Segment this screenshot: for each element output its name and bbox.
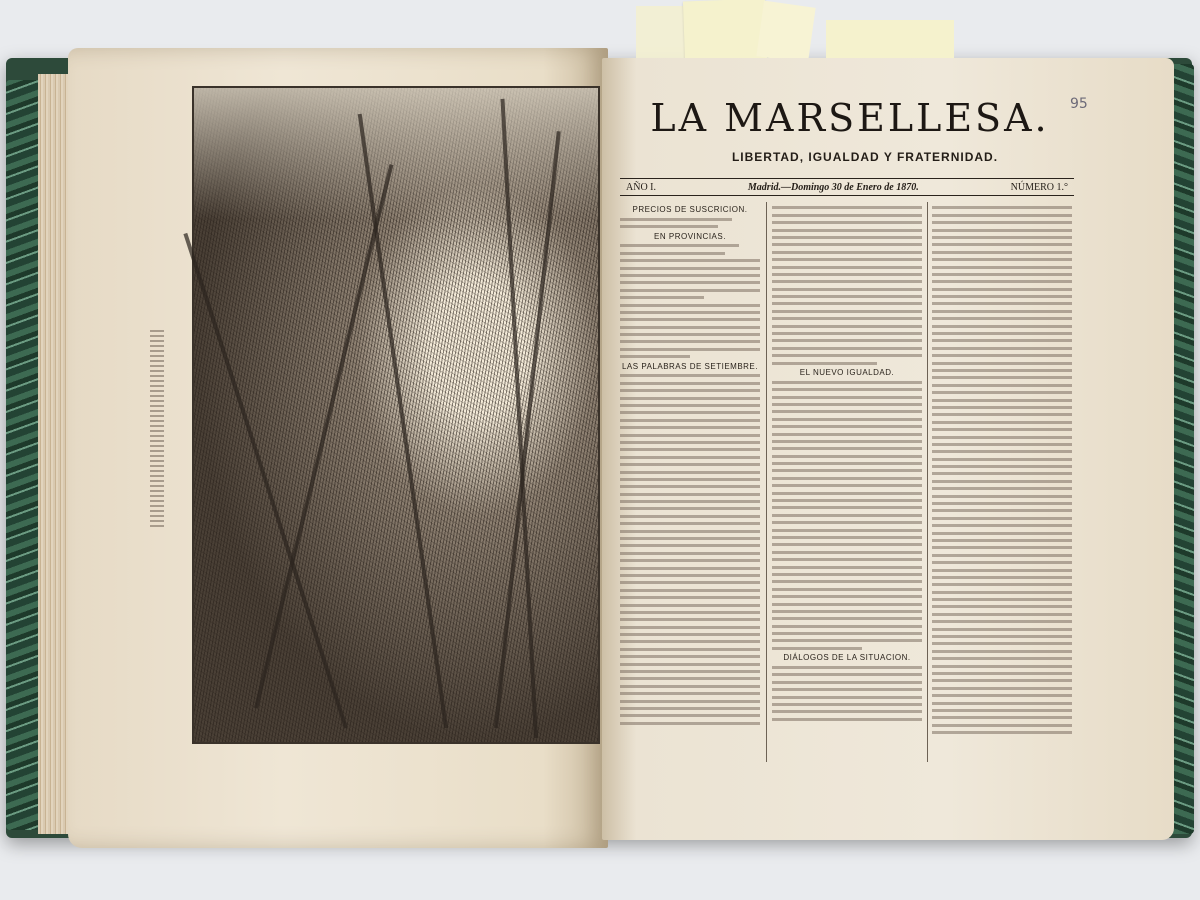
text-line xyxy=(620,244,739,247)
text-line xyxy=(620,574,760,577)
text-line xyxy=(772,718,922,721)
text-line xyxy=(772,396,922,399)
text-line xyxy=(620,304,760,307)
column-rule xyxy=(766,202,767,762)
text-line xyxy=(932,546,1072,549)
text-line xyxy=(932,591,1072,594)
dateline xyxy=(620,178,1074,196)
text-line xyxy=(772,543,922,546)
text-line xyxy=(620,389,760,392)
text-line xyxy=(772,603,922,606)
text-line xyxy=(620,326,760,329)
text-line xyxy=(932,517,1072,520)
text-line xyxy=(932,628,1072,631)
text-line xyxy=(620,567,760,570)
text-line xyxy=(932,554,1072,557)
text-line xyxy=(620,670,760,673)
text-line xyxy=(772,317,922,320)
text-line xyxy=(772,625,922,628)
text-line xyxy=(620,348,760,351)
text-line xyxy=(772,295,922,298)
text-line xyxy=(932,354,1072,357)
text-line xyxy=(620,655,760,658)
text-line xyxy=(620,448,760,451)
text-line xyxy=(620,640,760,643)
text-line xyxy=(620,700,760,703)
text-line xyxy=(772,588,922,591)
newspaper-title: LA MARSELLESA. xyxy=(650,96,1050,140)
text-line xyxy=(620,281,760,284)
engraving-side-caption xyxy=(150,330,164,530)
text-line xyxy=(620,722,760,725)
text-line xyxy=(620,500,760,503)
engraving-palm xyxy=(254,164,393,708)
text-line xyxy=(772,447,922,450)
text-line xyxy=(620,633,760,636)
text-line xyxy=(932,524,1072,527)
text-line xyxy=(620,419,760,422)
text-line xyxy=(620,463,760,466)
text-line xyxy=(620,259,760,262)
text-line xyxy=(620,604,760,607)
text-line xyxy=(932,258,1072,261)
text-line xyxy=(772,302,922,305)
text-line xyxy=(620,618,760,621)
text-line xyxy=(620,537,760,540)
text-line xyxy=(772,681,922,684)
text-line xyxy=(932,347,1072,350)
text-line xyxy=(772,403,922,406)
issue-year: AÑO I. xyxy=(626,181,656,193)
text-line xyxy=(932,421,1072,424)
text-line xyxy=(620,707,760,710)
newspaper-motto: LIBERTAD, IGUALDAD Y FRATERNIDAD. xyxy=(731,150,999,164)
text-line xyxy=(932,428,1072,431)
text-line xyxy=(620,685,760,688)
text-line xyxy=(932,532,1072,535)
text-line xyxy=(932,362,1072,365)
text-line xyxy=(772,462,922,465)
text-line xyxy=(772,339,922,342)
text-line xyxy=(932,302,1072,305)
text-line xyxy=(772,388,922,391)
text-line xyxy=(932,583,1072,586)
text-line xyxy=(772,514,922,517)
text-line xyxy=(620,493,760,496)
text-line xyxy=(772,696,922,699)
text-line xyxy=(932,310,1072,313)
text-line xyxy=(772,617,922,620)
text-line xyxy=(772,288,922,291)
text-line xyxy=(620,478,760,481)
text-line xyxy=(620,296,704,299)
text-line xyxy=(620,663,760,666)
text-line xyxy=(932,384,1072,387)
column-rule xyxy=(927,202,928,762)
text-line xyxy=(620,485,760,488)
text-line xyxy=(772,506,922,509)
text-line xyxy=(932,620,1072,623)
text-line xyxy=(932,236,1072,239)
text-line xyxy=(772,688,922,691)
article-heading-setiembre: LAS PALABRAS DE SETIEMBRE. xyxy=(621,361,758,371)
text-line xyxy=(772,484,922,487)
text-line xyxy=(620,648,760,651)
text-line xyxy=(932,509,1072,512)
text-line xyxy=(772,418,922,421)
text-line xyxy=(772,354,922,357)
marbled-edge-right xyxy=(1172,64,1194,834)
text-line xyxy=(932,458,1072,461)
text-line xyxy=(932,687,1072,690)
text-line xyxy=(772,639,922,642)
text-line xyxy=(772,236,922,239)
text-line xyxy=(932,280,1072,283)
text-line xyxy=(620,559,760,562)
text-line xyxy=(620,311,760,314)
text-line xyxy=(772,536,922,539)
text-line xyxy=(772,647,862,650)
text-line xyxy=(932,206,1072,209)
text-line xyxy=(620,340,760,343)
text-line xyxy=(772,221,922,224)
text-line xyxy=(932,443,1072,446)
text-line xyxy=(932,399,1072,402)
text-line xyxy=(772,214,922,217)
text-line xyxy=(932,465,1072,468)
text-line xyxy=(620,544,760,547)
column-3 xyxy=(932,202,1072,762)
text-line xyxy=(772,310,922,313)
text-line xyxy=(932,325,1072,328)
text-line xyxy=(932,391,1072,394)
text-line xyxy=(932,487,1072,490)
engraving-palm xyxy=(494,131,561,728)
text-line xyxy=(932,709,1072,712)
text-line xyxy=(772,580,922,583)
text-line xyxy=(772,666,922,669)
text-line xyxy=(932,561,1072,564)
text-line xyxy=(620,274,760,277)
text-line xyxy=(772,440,922,443)
text-line xyxy=(772,332,922,335)
text-line xyxy=(772,632,922,635)
text-line xyxy=(772,362,877,365)
text-line xyxy=(772,521,922,524)
text-line xyxy=(772,266,922,269)
text-line xyxy=(932,731,1072,734)
text-line xyxy=(932,339,1072,342)
text-line xyxy=(620,530,760,533)
text-line xyxy=(932,450,1072,453)
text-line xyxy=(932,221,1072,224)
paper-bookmark xyxy=(756,1,815,64)
text-line xyxy=(772,499,922,502)
text-line xyxy=(932,679,1072,682)
text-line xyxy=(932,406,1072,409)
text-line xyxy=(932,480,1072,483)
text-line xyxy=(772,529,922,532)
text-line xyxy=(772,703,922,706)
text-line xyxy=(620,397,760,400)
subscription-heading: PRECIOS DE SUSCRICION. xyxy=(632,205,748,214)
text-line xyxy=(932,724,1072,727)
text-line xyxy=(620,252,725,255)
text-line xyxy=(620,333,760,336)
issue-number: NÚMERO 1.° xyxy=(1010,181,1068,193)
issue-date: Madrid.—Domingo 30 de Enero de 1870. xyxy=(747,181,919,193)
text-line xyxy=(620,581,760,584)
text-line xyxy=(620,218,732,221)
text-line xyxy=(620,552,760,555)
text-line xyxy=(932,539,1072,542)
text-line xyxy=(932,672,1072,675)
text-line xyxy=(772,566,922,569)
text-line xyxy=(772,595,922,598)
text-line xyxy=(620,382,760,385)
article-heading-igualdad: EL NUEVO IGUALDAD. xyxy=(799,367,895,377)
text-line xyxy=(772,710,922,713)
text-line xyxy=(772,347,922,350)
text-line xyxy=(772,433,922,436)
text-line xyxy=(932,716,1072,719)
text-line xyxy=(932,288,1072,291)
text-line xyxy=(620,318,760,321)
handwritten-number: 95 xyxy=(1070,96,1088,112)
text-line xyxy=(932,251,1072,254)
text-line xyxy=(932,214,1072,217)
text-line xyxy=(932,605,1072,608)
text-line xyxy=(620,611,760,614)
text-line xyxy=(772,455,922,458)
text-line xyxy=(620,714,760,717)
text-line xyxy=(932,502,1072,505)
text-line xyxy=(620,589,760,592)
text-line xyxy=(620,471,760,474)
text-line xyxy=(932,598,1072,601)
text-line xyxy=(932,576,1072,579)
text-line xyxy=(932,273,1072,276)
engraving-illustration xyxy=(192,86,600,744)
text-line xyxy=(620,374,760,377)
text-line xyxy=(772,573,922,576)
text-line xyxy=(932,650,1072,653)
paper-bookmark xyxy=(683,0,767,63)
text-line xyxy=(620,441,760,444)
text-line xyxy=(932,569,1072,572)
text-line xyxy=(932,413,1072,416)
text-line xyxy=(932,613,1072,616)
text-line xyxy=(772,558,922,561)
text-line xyxy=(620,515,760,518)
text-line xyxy=(932,635,1072,638)
text-line xyxy=(772,425,922,428)
text-line xyxy=(772,206,922,209)
text-line xyxy=(620,411,760,414)
text-line xyxy=(772,410,922,413)
text-line xyxy=(620,626,760,629)
text-line xyxy=(772,551,922,554)
engraving-sky xyxy=(194,88,598,219)
text-line xyxy=(932,266,1072,269)
dialogue-heading: DIÁLOGOS DE LA SITUACION. xyxy=(783,653,911,663)
text-line xyxy=(620,267,760,270)
text-line xyxy=(620,456,760,459)
text-line xyxy=(772,477,922,480)
text-line xyxy=(620,426,760,429)
engraving-palm xyxy=(183,233,347,729)
text-line xyxy=(772,673,922,676)
text-line xyxy=(620,522,760,525)
text-line xyxy=(772,381,922,384)
text-line xyxy=(620,507,760,510)
text-line xyxy=(932,243,1072,246)
text-line xyxy=(932,369,1072,372)
text-line xyxy=(620,404,760,407)
text-line xyxy=(932,436,1072,439)
text-line xyxy=(772,325,922,328)
text-line xyxy=(932,665,1072,668)
text-line xyxy=(932,702,1072,705)
text-line xyxy=(772,280,922,283)
text-line xyxy=(932,657,1072,660)
text-line xyxy=(620,596,760,599)
provinces-heading: EN PROVINCIAS. xyxy=(654,231,726,241)
text-line xyxy=(932,229,1072,232)
text-line xyxy=(772,243,922,246)
text-line xyxy=(772,258,922,261)
text-line xyxy=(932,376,1072,379)
text-line xyxy=(620,434,760,437)
column-1 xyxy=(620,202,760,762)
text-line xyxy=(932,642,1072,645)
text-line xyxy=(620,289,760,292)
text-line xyxy=(620,677,760,680)
text-line xyxy=(932,295,1072,298)
text-line xyxy=(620,225,718,228)
text-line xyxy=(772,492,922,495)
text-line xyxy=(772,273,922,276)
text-line xyxy=(620,692,760,695)
text-line xyxy=(772,610,922,613)
text-line xyxy=(772,229,922,232)
text-line xyxy=(932,317,1072,320)
text-line xyxy=(772,469,922,472)
text-line xyxy=(620,355,690,358)
text-line xyxy=(932,332,1072,335)
text-line xyxy=(772,251,922,254)
column-2 xyxy=(772,202,922,762)
text-line xyxy=(932,694,1072,697)
text-line xyxy=(932,495,1072,498)
text-line xyxy=(932,472,1072,475)
